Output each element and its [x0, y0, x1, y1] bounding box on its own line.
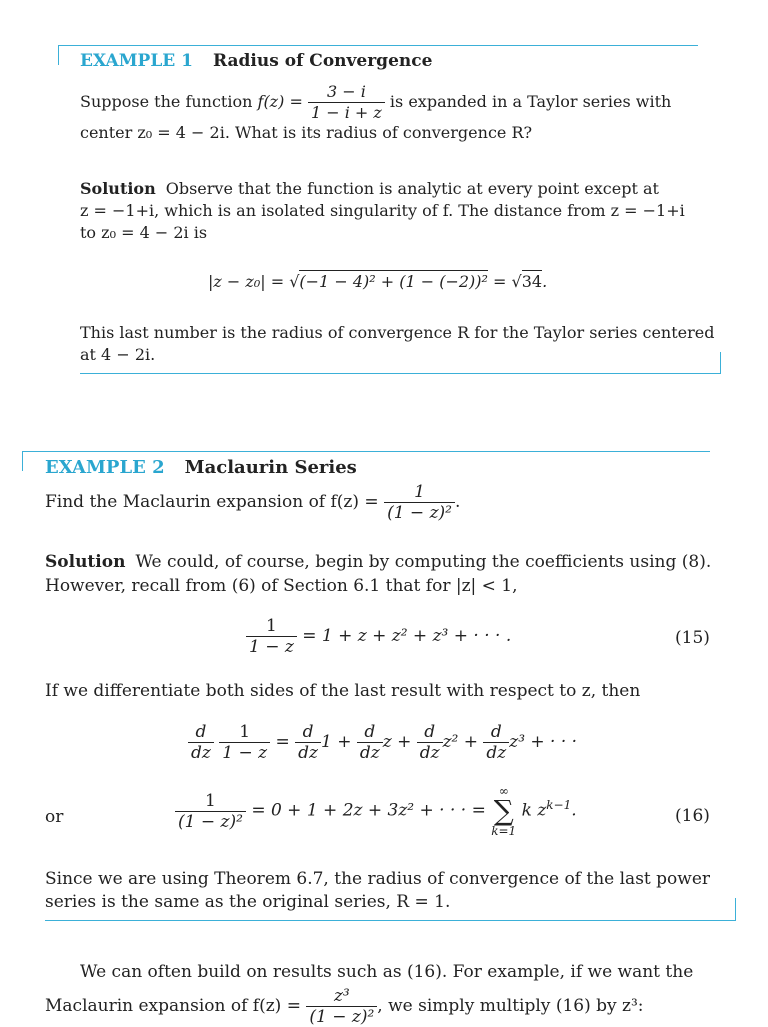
example1-box-right [720, 352, 721, 373]
example2-problem-end: . [454, 492, 461, 512]
after-frac-den: (1 − z)² [309, 1007, 375, 1027]
example2-frac-num: 1 [384, 482, 455, 503]
example2-box-bottom [45, 920, 736, 921]
after-line1: We can often build on results such as (16). For example, if we want the [80, 962, 694, 982]
after-frac-num: z³ [306, 986, 377, 1007]
after-line2 [45, 986, 644, 1027]
deriv-d-2: d [357, 722, 383, 743]
example2-frac-den: (1 − z)² [387, 503, 452, 523]
example1-title: Radius of Convergence [213, 51, 433, 71]
deriv-d-3: d [417, 722, 443, 743]
deriv-dz-1: dz [298, 743, 318, 763]
deriv-dz-3: dz [419, 743, 440, 763]
equation-15-number: (15) [675, 628, 710, 648]
eq16-den: (1 − z)² [178, 811, 243, 832]
eq16-mid: = 0 + 1 + 2z + 3z² + · · · = [251, 800, 486, 821]
example2-conclusion [45, 868, 710, 914]
example1-eq-radicand: (−1 − 4)² + (1 − (−2))² [299, 272, 488, 291]
after-fraction [306, 986, 377, 1027]
eq16-num: 1 [175, 791, 246, 812]
eq15-fraction [246, 616, 297, 657]
example1-solution-line2: z = −1+i, which is an isolated singularity of f. The distance from z = −1+i [80, 201, 685, 220]
example1-problem [80, 82, 700, 123]
example2-solution [45, 550, 711, 598]
eq15-rhs: = 1 + z + z² + z³ + · · · . [302, 626, 512, 646]
eq16-sum-sym: ∑ [493, 794, 514, 827]
differentiate-text: If we differentiate both sides of the last result with respect to z, then [45, 681, 641, 701]
deriv-term2: z + [382, 732, 412, 752]
example1-eq-rhs-radicand: 34 [521, 272, 543, 291]
example1-distance-equation [208, 272, 547, 291]
equation-16-number: (16) [675, 806, 710, 826]
deriv-d-frac-4 [483, 722, 509, 763]
example1-frac-den: 1 − i + z [310, 103, 382, 122]
eq16-sum-exp: k−1 [546, 797, 572, 812]
deriv-dz-2: dz [359, 743, 380, 763]
example2-problem [45, 482, 460, 523]
example2-problem-a: Find the Maclaurin expansion of f(z) = [45, 492, 379, 512]
eq16-sum-term: k z [521, 800, 547, 821]
example1-box-bottom [80, 373, 721, 374]
example2-solution-label: Solution [45, 552, 126, 572]
deriv-one-minus-z: 1 − z [222, 743, 268, 763]
example2-title: Maclaurin Series [184, 457, 357, 478]
deriv-d-4: d [483, 722, 509, 743]
deriv-term1: 1 + [320, 732, 352, 752]
deriv-dz: dz [191, 743, 211, 763]
example2-concl-line1: Since we are using Theorem 6.7, the radius of convergence of the last power [45, 869, 711, 889]
eq16-sum-top: ∞ [498, 784, 509, 798]
example1-frac-num: 3 − i [308, 82, 385, 103]
example1-concl-line2: at 4 − 2i. [80, 345, 156, 364]
equation-16 [175, 784, 577, 838]
eq16-sum-bot: k=1 [491, 824, 517, 838]
example1-heading [80, 51, 432, 71]
deriv-dz-4: dz [486, 743, 507, 763]
example1-eq-end: . [542, 272, 548, 291]
example2-heading [45, 457, 357, 478]
deriv-eq: = [275, 732, 290, 752]
example2-solution-line2: However, recall from (6) of Section 6.1 that for |z| < 1, [45, 576, 518, 596]
deriv-d-frac [188, 722, 214, 763]
deriv-term3: z² + [442, 732, 478, 752]
equation-15 [246, 616, 511, 657]
deriv-d-1: d [295, 722, 321, 743]
deriv-term4: z³ + · · · [509, 732, 578, 752]
or-word: or [45, 807, 64, 827]
eq16-end: . [571, 800, 577, 821]
example1-conclusion [80, 322, 714, 366]
example1-solution-line3: to z₀ = 4 − 2i is [80, 223, 208, 242]
deriv-d-frac-2 [357, 722, 383, 763]
example2-box-left [22, 451, 23, 471]
deriv-d: d [188, 722, 214, 743]
deriv-one: 1 [219, 722, 270, 743]
example1-label: EXAMPLE 1 [80, 51, 193, 71]
example1-solution [80, 178, 700, 244]
example1-box-left [58, 45, 59, 65]
example2-fraction [384, 482, 455, 523]
example1-concl-line1: This last number is the radius of convergence R for the Taylor series centered [80, 323, 715, 342]
example2-solution-line1: We could, of course, begin by computing the coefficients using (8). [135, 552, 712, 572]
example2-label: EXAMPLE 2 [45, 457, 165, 478]
deriv-one-frac [219, 722, 270, 763]
example1-eq-lhs: |z − z₀| = √ [208, 272, 300, 291]
deriv-d-frac-1 [295, 722, 321, 763]
example2-box-right [735, 898, 736, 920]
example2-box-top [22, 451, 710, 452]
example2-concl-line2: series is the same as the original series, R = 1. [45, 892, 451, 912]
after-line2-a: Maclaurin expansion of f(z) = [45, 996, 301, 1016]
deriv-d-frac-3 [417, 722, 443, 763]
example1-solution-line1: Observe that the function is analytic at every point except at [165, 179, 659, 198]
example1-problem-a: Suppose the function [80, 92, 253, 111]
example1-eq-rhs: = √ [493, 272, 522, 291]
example1-fraction [308, 82, 385, 123]
eq15-den: 1 − z [249, 637, 294, 657]
derivative-equation [188, 722, 577, 763]
example1-fx: f(z) = [257, 92, 303, 111]
eq16-fraction [175, 791, 246, 832]
eq16-sum [491, 784, 516, 838]
after-line2-b: , we simply multiply (16) by z³: [377, 996, 644, 1016]
example1-problem-line2: center z₀ = 4 − 2i. What is its radius of convergence R? [80, 123, 533, 142]
example1-box-top [58, 45, 698, 46]
example1-solution-label: Solution [80, 179, 156, 198]
eq15-num: 1 [246, 616, 297, 637]
example1-problem-b: is expanded in a Taylor series with [389, 92, 672, 111]
